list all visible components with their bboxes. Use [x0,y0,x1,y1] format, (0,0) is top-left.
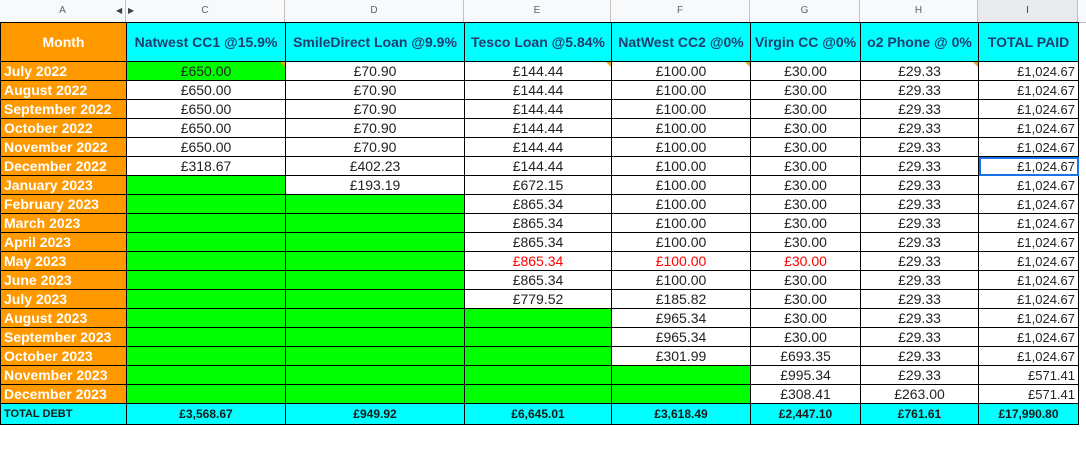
cell-o2-phone[interactable]: £29.33 [861,290,979,309]
cell-tesco-loan[interactable]: £865.34 [465,195,612,214]
collapse-left-icon[interactable]: ◀ [116,6,123,15]
cell-virgin-cc[interactable]: £30.00 [751,138,861,157]
cell-o2-phone[interactable]: £29.33 [861,366,979,385]
table-row [1,233,1079,252]
cell-natwest-cc1[interactable] [127,309,286,328]
table-row [1,366,1079,385]
cell-total-paid[interactable]: £1,024.67 [979,328,1079,347]
month-label[interactable]: November 2023 [1,366,127,385]
cell-natwest-cc2[interactable]: £100.00 [612,252,751,271]
cell-natwest-cc1[interactable] [127,290,286,309]
cell-smiledirect-loan[interactable] [286,233,465,252]
cell-smiledirect-loan[interactable]: £70.90 [286,62,465,81]
cell-o2-phone[interactable]: £29.33 [861,157,979,176]
month-label[interactable]: June 2023 [1,271,127,290]
total-cell-smiledirect-loan[interactable]: £949.92 [286,404,465,425]
expand-right-icon[interactable]: ▶ [128,6,135,15]
month-label[interactable]: January 2023 [1,176,127,195]
cell-tesco-loan[interactable]: £779.52 [465,290,612,309]
cell-natwest-cc2[interactable]: £100.00 [612,195,751,214]
cell-tesco-loan[interactable]: £672.15 [465,176,612,195]
month-label[interactable]: February 2023 [1,195,127,214]
table-row [1,252,1079,271]
cell-smiledirect-loan[interactable]: £193.19 [286,176,465,195]
cell-natwest-cc2[interactable]: £100.00 [612,81,751,100]
cell-smiledirect-loan[interactable] [286,290,465,309]
cell-tesco-loan[interactable] [465,366,612,385]
total-cell-natwest-cc2[interactable]: £3,618.49 [612,404,751,425]
cell-virgin-cc[interactable]: £30.00 [751,252,861,271]
total-cell-o2-phone[interactable]: £761.61 [861,404,979,425]
cell-tesco-loan[interactable]: £144.44 [465,81,612,100]
table-row [1,385,1079,404]
cell-natwest-cc1[interactable] [127,214,286,233]
column-header-e[interactable]: E [464,0,611,22]
cell-natwest-cc1[interactable] [127,176,286,195]
cell-natwest-cc1[interactable]: £650.00 [127,100,286,119]
cell-tesco-loan[interactable] [465,328,612,347]
cell-virgin-cc[interactable]: £30.00 [751,157,861,176]
month-label[interactable]: October 2023 [1,347,127,366]
header-cell-o2-phone[interactable]: o2 Phone @ 0% [861,23,979,62]
cell-tesco-loan[interactable] [465,385,612,404]
cell-smiledirect-loan[interactable]: £70.90 [286,119,465,138]
column-header-d[interactable]: D [285,0,464,22]
column-header-bar [0,0,1086,23]
cell-virgin-cc[interactable]: £693.35 [751,347,861,366]
cell-total-paid[interactable]: £1,024.67 [979,138,1079,157]
cell-natwest-cc2[interactable]: £100.00 [612,176,751,195]
cell-natwest-cc2[interactable] [612,366,751,385]
cell-natwest-cc2[interactable]: £965.34 [612,309,751,328]
cell-natwest-cc2[interactable]: £100.00 [612,214,751,233]
month-label[interactable]: September 2022 [1,100,127,119]
month-label[interactable]: July 2023 [1,290,127,309]
month-label[interactable]: September 2023 [1,328,127,347]
table-row [1,176,1079,195]
column-header-a[interactable]: A [0,0,126,22]
table-row [1,195,1079,214]
cell-natwest-cc1[interactable] [127,271,286,290]
cell-natwest-cc2[interactable]: £100.00 [612,100,751,119]
cell-tesco-loan[interactable]: £144.44 [465,119,612,138]
cell-natwest-cc2[interactable]: £100.00 [612,233,751,252]
cell-smiledirect-loan[interactable]: £402.23 [286,157,465,176]
cell-tesco-loan[interactable]: £144.44 [465,138,612,157]
cell-tesco-loan[interactable]: £144.44 [465,100,612,119]
cell-natwest-cc1[interactable] [127,195,286,214]
cell-total-paid[interactable]: £1,024.67 [979,233,1079,252]
cell-natwest-cc1[interactable] [127,347,286,366]
cell-tesco-loan[interactable] [465,309,612,328]
cell-total-paid[interactable]: £571.41 [979,385,1079,404]
month-label[interactable]: December 2023 [1,385,127,404]
table-row [1,347,1079,366]
cell-natwest-cc1[interactable]: £318.67 [127,157,286,176]
cell-tesco-loan[interactable]: £865.34 [465,214,612,233]
cell-o2-phone[interactable]: £29.33 [861,138,979,157]
month-label[interactable]: July 2022 [1,62,127,81]
cell-smiledirect-loan[interactable]: £70.90 [286,100,465,119]
cell-tesco-loan[interactable]: £865.34 [465,252,612,271]
table-row [1,214,1079,233]
cell-total-paid[interactable]: £1,024.67 [979,214,1079,233]
cell-o2-phone[interactable]: £29.33 [861,309,979,328]
cell-total-paid[interactable]: £1,024.67 [979,157,1079,176]
cell-virgin-cc[interactable]: £30.00 [751,328,861,347]
cell-virgin-cc[interactable]: £30.00 [751,214,861,233]
month-label[interactable]: August 2023 [1,309,127,328]
cell-natwest-cc1[interactable]: £650.00 [127,62,286,81]
cell-o2-phone[interactable]: £29.33 [861,195,979,214]
cell-virgin-cc[interactable]: £30.00 [751,233,861,252]
cell-virgin-cc[interactable]: £30.00 [751,100,861,119]
total-cell-virgin-cc[interactable]: £2,447.10 [751,404,861,425]
cell-virgin-cc[interactable]: £308.41 [751,385,861,404]
cell-natwest-cc1[interactable] [127,233,286,252]
total-cell-tesco-loan[interactable]: £6,645.01 [465,404,612,425]
table-row [1,309,1079,328]
spreadsheet-grid [0,22,1079,425]
column-header-g[interactable]: G [750,0,860,22]
cell-virgin-cc[interactable]: £30.00 [751,271,861,290]
cell-smiledirect-loan[interactable] [286,347,465,366]
cell-o2-phone[interactable]: £29.33 [861,328,979,347]
cell-smiledirect-loan[interactable] [286,271,465,290]
comment-marker-icon[interactable] [280,62,285,67]
cell-total-paid[interactable]: £1,024.67 [979,119,1079,138]
cell-natwest-cc2[interactable]: £185.82 [612,290,751,309]
cell-total-paid[interactable]: £1,024.67 [979,62,1079,81]
table-row [1,328,1079,347]
cell-natwest-cc2[interactable]: £100.00 [612,119,751,138]
cell-smiledirect-loan[interactable] [286,252,465,271]
cell-tesco-loan[interactable] [465,347,612,366]
header-cell-month[interactable]: Month [1,23,127,62]
cell-tesco-loan[interactable]: £865.34 [465,233,612,252]
cell-total-paid[interactable]: £1,024.67 [979,100,1079,119]
table-row [1,62,1079,81]
month-label[interactable]: December 2022 [1,157,127,176]
cell-total-paid[interactable]: £1,024.67 [979,195,1079,214]
table-row [1,81,1079,100]
table-row [1,100,1079,119]
cell-smiledirect-loan[interactable] [286,328,465,347]
cell-o2-phone[interactable]: £29.33 [861,233,979,252]
cell-virgin-cc[interactable]: £30.00 [751,309,861,328]
cell-natwest-cc2[interactable]: £301.99 [612,347,751,366]
cell-virgin-cc[interactable]: £30.00 [751,176,861,195]
cell-natwest-cc2[interactable]: £100.00 [612,138,751,157]
cell-o2-phone[interactable]: £29.33 [861,176,979,195]
cell-total-paid[interactable]: £1,024.67 [979,252,1079,271]
cell-tesco-loan[interactable]: £865.34 [465,271,612,290]
table-row [1,271,1079,290]
cell-natwest-cc1[interactable]: £650.00 [127,81,286,100]
column-header-h[interactable]: H [860,0,978,22]
cell-virgin-cc[interactable]: £30.00 [751,81,861,100]
month-label[interactable]: August 2022 [1,81,127,100]
table-row [1,290,1079,309]
cell-o2-phone[interactable]: £29.33 [861,62,979,81]
header-cell-tesco-loan[interactable]: Tesco Loan @5.84% [465,23,612,62]
cell-total-paid[interactable]: £1,024.67 [979,347,1079,366]
cell-smiledirect-loan[interactable] [286,214,465,233]
comment-marker-icon[interactable] [745,62,750,67]
comment-marker-icon[interactable] [606,62,611,67]
cell-natwest-cc1[interactable] [127,366,286,385]
cell-virgin-cc[interactable]: £30.00 [751,119,861,138]
cell-natwest-cc1[interactable]: £650.00 [127,119,286,138]
cell-virgin-cc[interactable]: £995.34 [751,366,861,385]
cell-o2-phone[interactable]: £263.00 [861,385,979,404]
cell-smiledirect-loan[interactable] [286,366,465,385]
cell-total-paid[interactable]: £1,024.67 [979,81,1079,100]
cell-virgin-cc[interactable]: £30.00 [751,290,861,309]
month-label[interactable]: November 2022 [1,138,127,157]
table-row [1,157,1079,176]
total-cell-month[interactable]: TOTAL DEBT [1,404,127,425]
header-cell-total-paid[interactable]: TOTAL PAID [979,23,1079,62]
table-row [1,119,1079,138]
header-cell-smiledirect-loan[interactable]: SmileDirect Loan @9.9% [286,23,465,62]
cell-natwest-cc1[interactable]: £650.00 [127,138,286,157]
cell-o2-phone[interactable]: £29.33 [861,347,979,366]
cell-smiledirect-loan[interactable] [286,195,465,214]
cell-total-paid[interactable]: £571.41 [979,366,1079,385]
cell-total-paid[interactable]: £1,024.67 [979,176,1079,195]
cell-o2-phone[interactable]: £29.33 [861,119,979,138]
cell-total-paid[interactable]: £1,024.67 [979,309,1079,328]
month-label[interactable]: April 2023 [1,233,127,252]
cell-o2-phone[interactable]: £29.33 [861,252,979,271]
cell-o2-phone[interactable]: £29.33 [861,100,979,119]
cell-smiledirect-loan[interactable]: £70.90 [286,81,465,100]
cell-virgin-cc[interactable]: £30.00 [751,195,861,214]
debt-payment-table [0,22,1079,425]
month-label[interactable]: October 2022 [1,119,127,138]
total-row [1,404,1079,425]
cell-virgin-cc[interactable]: £30.00 [751,62,861,81]
cell-smiledirect-loan[interactable]: £70.90 [286,138,465,157]
cell-o2-phone[interactable]: £29.33 [861,271,979,290]
month-label[interactable]: March 2023 [1,214,127,233]
cell-total-paid[interactable]: £1,024.67 [979,290,1079,309]
cell-tesco-loan[interactable]: £144.44 [465,157,612,176]
header-cell-natwest-cc2[interactable]: NatWest CC2 @0% [612,23,751,62]
table-row [1,138,1079,157]
header-row [1,23,1079,62]
cell-smiledirect-loan[interactable] [286,385,465,404]
header-cell-virgin-cc[interactable]: Virgin CC @0% [751,23,861,62]
column-header-f[interactable]: F [611,0,750,22]
cell-natwest-cc1[interactable] [127,385,286,404]
header-cell-natwest-cc1[interactable]: Natwest CC1 @15.9% [127,23,286,62]
cell-natwest-cc1[interactable] [127,328,286,347]
cell-natwest-cc2[interactable]: £100.00 [612,157,751,176]
cell-o2-phone[interactable]: £29.33 [861,81,979,100]
month-label[interactable]: May 2023 [1,252,127,271]
cell-smiledirect-loan[interactable] [286,309,465,328]
comment-marker-icon[interactable] [973,62,978,67]
total-cell-natwest-cc1[interactable]: £3,568.67 [127,404,286,425]
cell-natwest-cc2[interactable]: £965.34 [612,328,751,347]
cell-total-paid[interactable]: £1,024.67 [979,271,1079,290]
column-header-i[interactable]: I [978,0,1078,22]
cell-natwest-cc1[interactable] [127,252,286,271]
cell-natwest-cc2[interactable]: £100.00 [612,271,751,290]
cell-natwest-cc2[interactable]: £100.00 [612,62,751,81]
cell-o2-phone[interactable]: £29.33 [861,214,979,233]
cell-tesco-loan[interactable]: £144.44 [465,62,612,81]
total-cell-total-paid[interactable]: £17,990.80 [979,404,1079,425]
column-header-c[interactable]: C [126,0,285,22]
cell-natwest-cc2[interactable] [612,385,751,404]
